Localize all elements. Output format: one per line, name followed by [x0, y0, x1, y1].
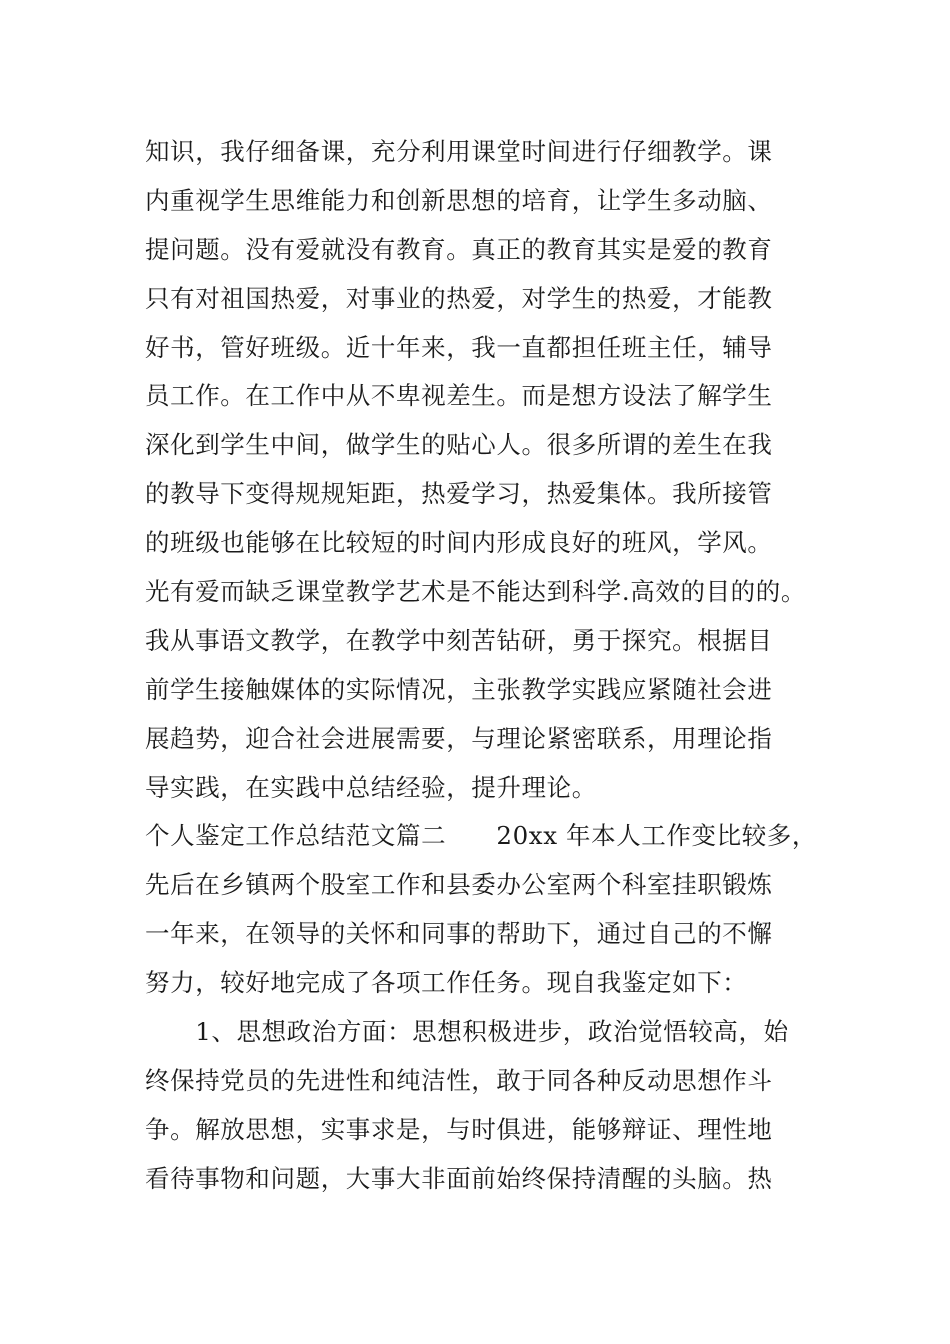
body-text — [145, 128, 835, 1204]
text-line: 终保持党员的先进性和纯洁性，敢于同各种反动思想作斗 — [145, 1065, 773, 1095]
text-line: 提问题。没有爱就没有教育。真正的教育其实是爱的教育 — [145, 234, 773, 264]
text-line: 争。解放思想，实事求是，与时俱进，能够辩证、理性地 — [145, 1114, 773, 1144]
text-line: 深化到学生中间，做学生的贴心人。很多所谓的差生在我 — [145, 430, 773, 460]
text-line: 导实践，在实践中总结经验，提升理论。 — [145, 772, 597, 802]
text-line: 光有爱而缺乏课堂教学艺术是不能达到科学.高效的目的的。 — [145, 577, 806, 607]
text-line: 只有对祖国热爱，对事业的热爱，对学生的热爱，才能教 — [145, 283, 773, 313]
text-line: 内重视学生思维能力和创新思想的培育，让学生多动脑、 — [145, 185, 773, 215]
text-line: 员工作。在工作中从不卑视差生。而是想方设法了解学生 — [145, 381, 773, 411]
text-line: 我从事语文教学，在教学中刻苦钻研，勇于探究。根据目 — [145, 625, 773, 655]
text-line: 知识，我仔细备课，充分利用课堂时间进行仔细教学。课 — [145, 137, 773, 166]
text-line: 前学生接触媒体的实际情况，主张教学实践应紧随社会进 — [145, 674, 773, 704]
text-line: 好书，管好班级。近十年来，我一直都担任班主任，辅导 — [145, 332, 773, 362]
text-line: 一年来，在领导的关怀和同事的帮助下，通过自己的不懈 — [145, 919, 773, 949]
text-line: 的班级也能够在比较短的时间内形成良好的班风，学风。 — [145, 528, 773, 558]
text-line: 看待事物和问题，大事大非面前始终保持清醒的头脑。热 — [145, 1163, 773, 1193]
text-line: 1、思想政治方面：思想积极进步，政治觉悟较高，始 — [145, 1017, 789, 1047]
text-line: 展趋势，迎合社会进展需要，与理论紧密联系，用理论指 — [145, 723, 773, 753]
text-line: 努力，较好地完成了各项工作任务。现自我鉴定如下： — [145, 968, 748, 998]
section-heading-line: 个人鉴定工作总结范文篇二 20xx 年本人工作变比较多， — [145, 821, 817, 851]
text-line: 的教导下变得规规矩距，热爱学习，热爱集体。我所接管 — [145, 479, 773, 509]
text-line: 先后在乡镇两个股室工作和县委办公室两个科室挂职锻炼 — [145, 870, 773, 900]
